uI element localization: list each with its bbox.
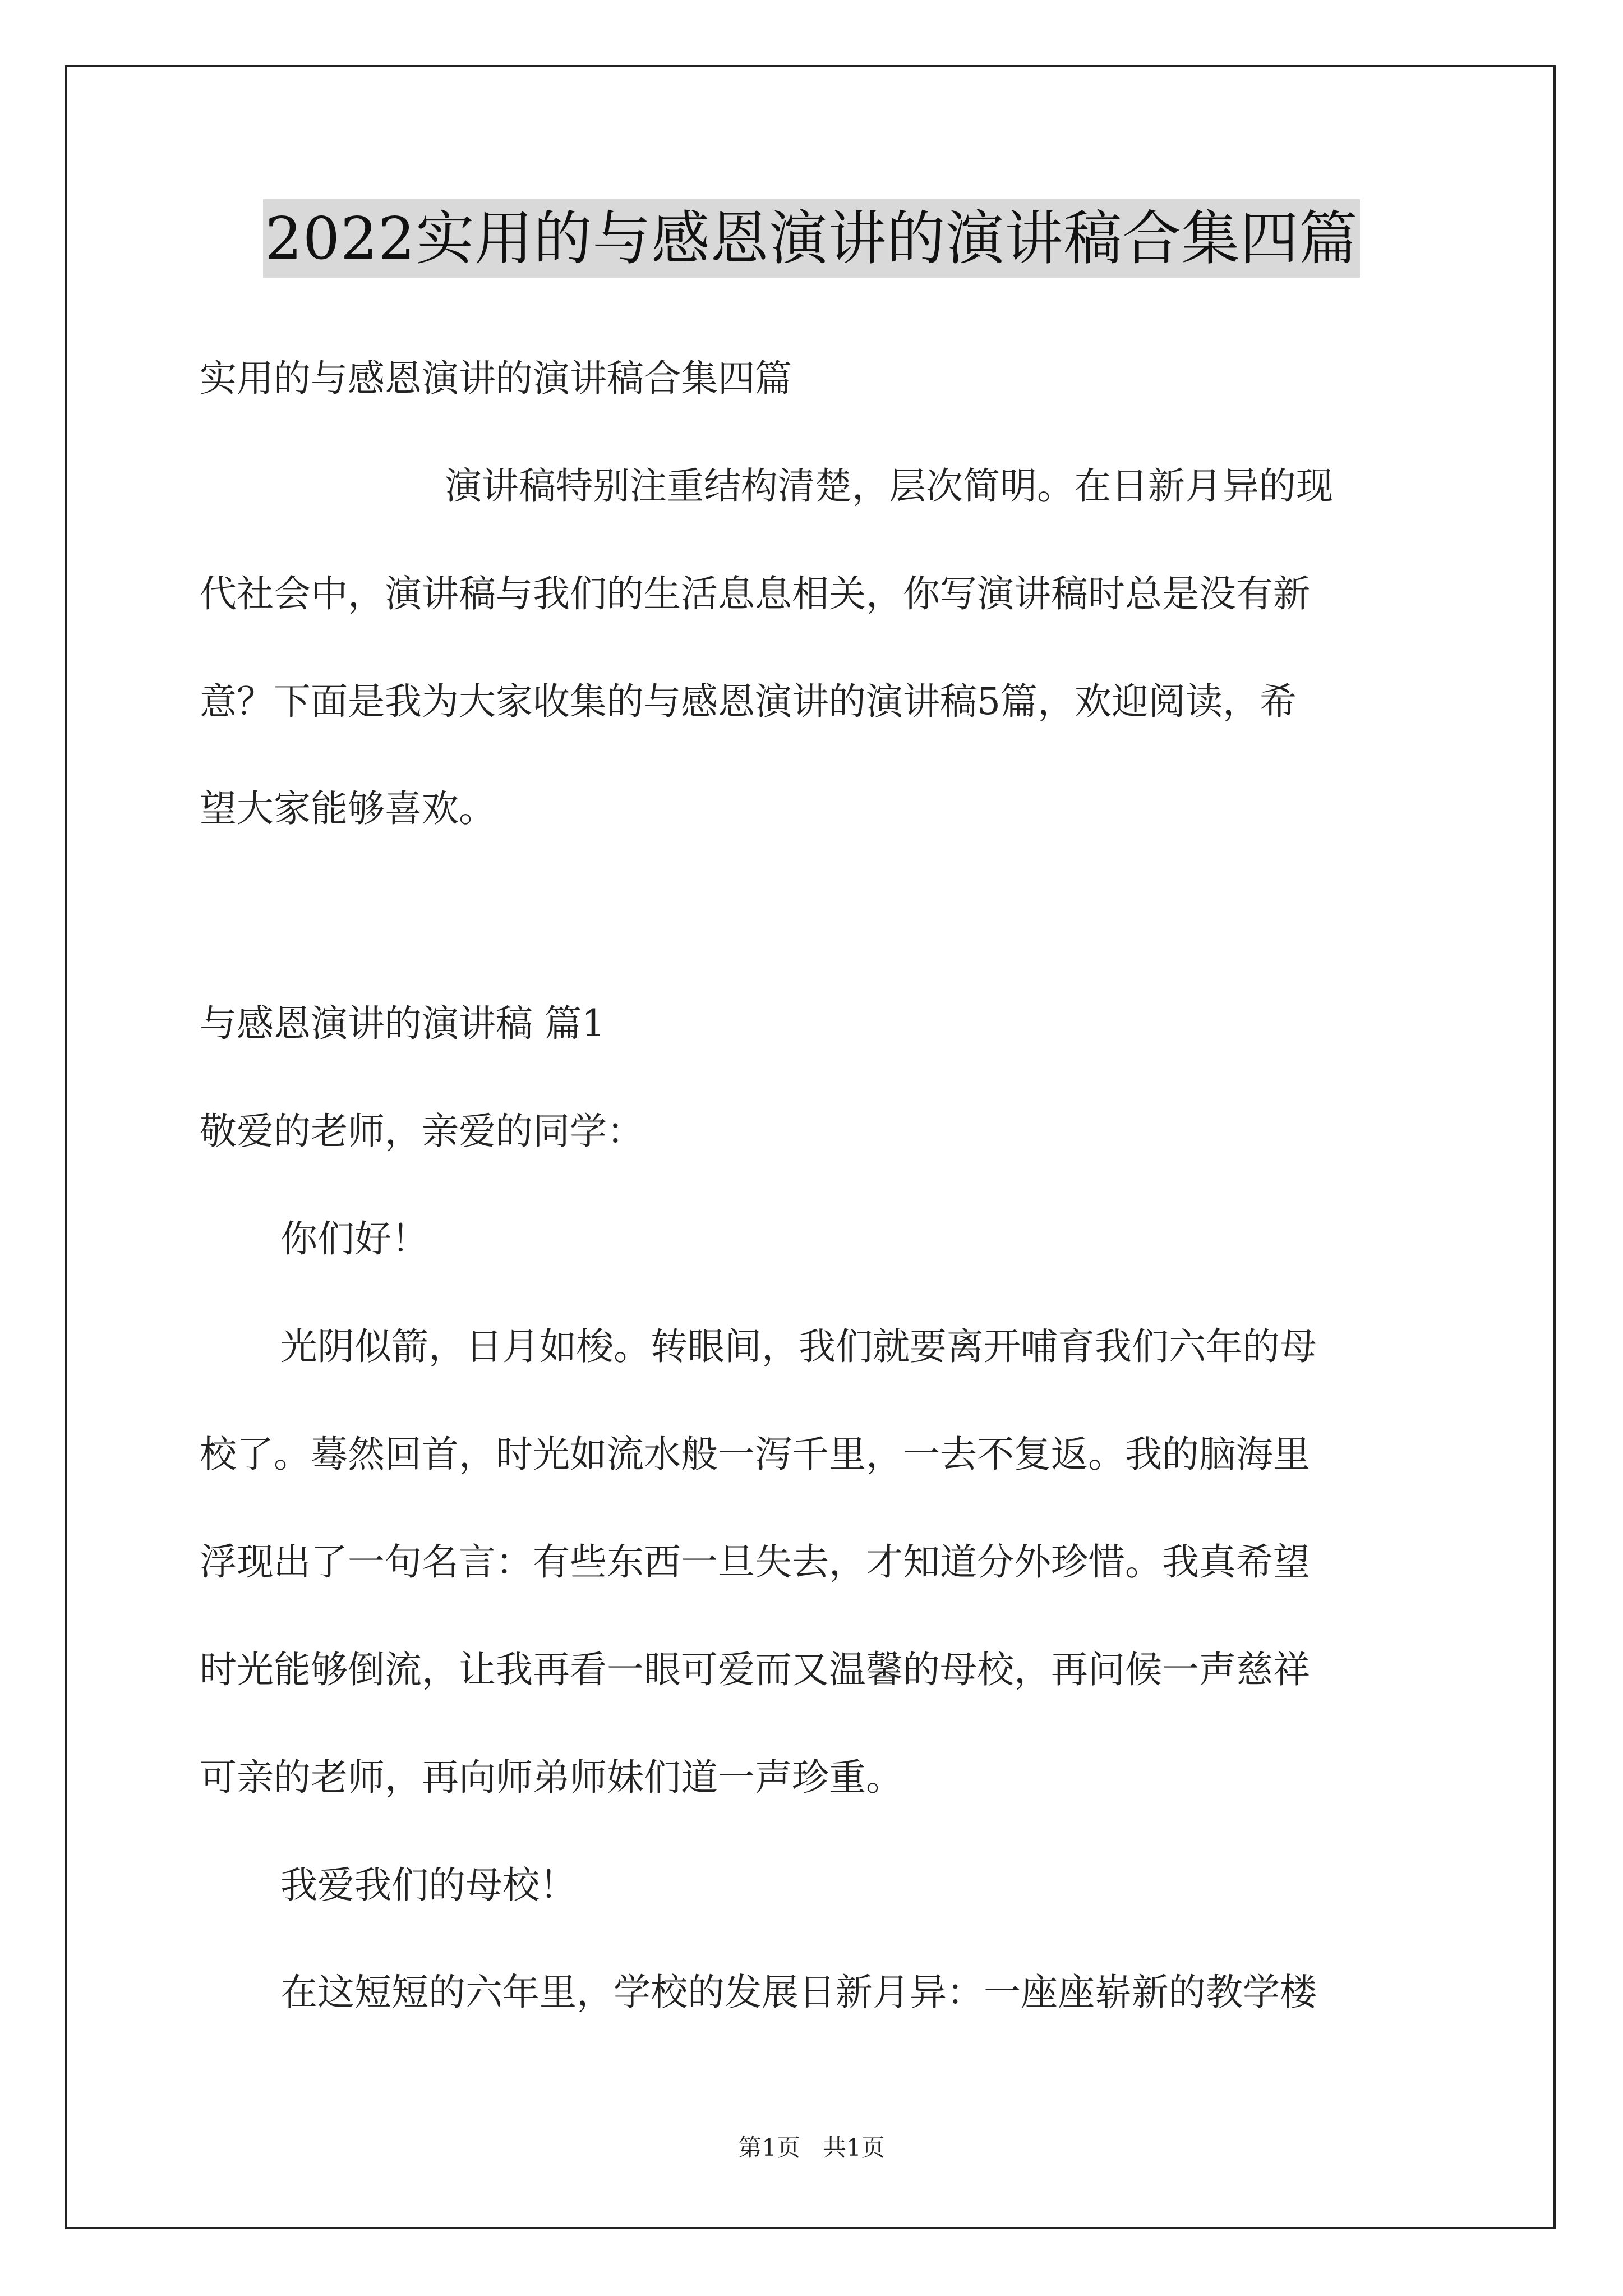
paragraph-line: 光阴似箭，日月如梭。转眼间，我们就要离开哺育我们六年的母 (280, 1325, 1317, 1368)
subtitle: 实用的与感恩演讲的演讲稿合集四篇 (200, 357, 792, 400)
section-heading: 与感恩演讲的演讲稿 篇1 (200, 1002, 605, 1045)
paragraph-line: 浮现出了一句名言：有些东西一旦失去，才知道分外珍惜。我真希望 (200, 1540, 1310, 1584)
page-footer: 第1页 共1页 (738, 2134, 885, 2161)
paragraph-line: 时光能够倒流，让我再看一眼可爱而又温馨的母校，再问候一声慈祥 (200, 1648, 1310, 1691)
paragraph-line: 在这短短的六年里，学校的发展日新月异：一座座崭新的教学楼 (280, 1971, 1317, 2014)
title-wrap (0, 199, 1623, 278)
intro-line: 望大家能够喜欢。 (200, 787, 496, 830)
intro-line: 意？下面是我为大家收集的与感恩演讲的演讲稿5篇，欢迎阅读，希 (200, 680, 1297, 723)
document-title: 2022实用的与感恩演讲的演讲稿合集四篇 (263, 199, 1361, 278)
paragraph-line: 我爱我们的母校！ (280, 1864, 577, 1907)
intro-line: 演讲稿特别注重结构清楚，层次简明。在日新月异的现 (445, 464, 1333, 508)
intro-line: 代社会中，演讲稿与我们的生活息息相关，你写演讲稿时总是没有新 (200, 572, 1310, 615)
salutation: 敬爱的老师，亲爱的同学： (200, 1110, 644, 1153)
paragraph-line: 校了。蓦然回首，时光如流水般一泻千里，一去不复返。我的脑海里 (200, 1433, 1310, 1476)
greeting: 你们好！ (280, 1217, 428, 1260)
paragraph-line: 可亲的老师，再向师弟师妹们道一声珍重。 (200, 1756, 903, 1799)
